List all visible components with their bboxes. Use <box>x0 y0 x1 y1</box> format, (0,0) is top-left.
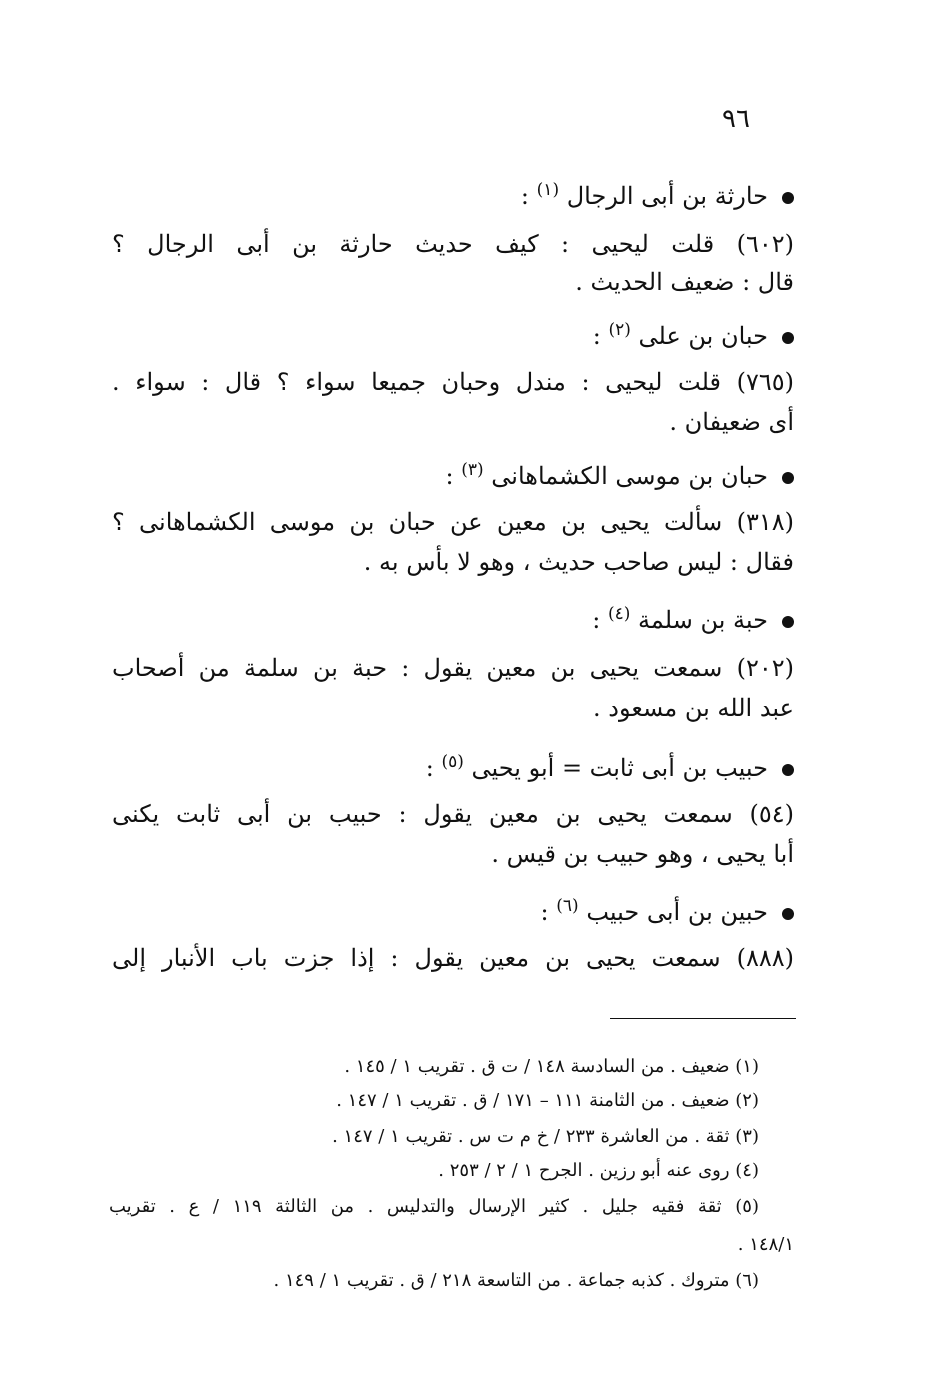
heading-text: حارثة بن أبى الرجال <box>566 182 768 210</box>
entry-text-line: قال : ضعيف الحديث . <box>575 268 794 296</box>
entry-heading <box>426 744 794 786</box>
heading-text: حبيب بن أبى ثابت = أبو يحيى <box>471 754 768 782</box>
heading-colon: : <box>445 462 454 490</box>
entry-text-line: (٢٠٢) سمعت يحيى بن معين يقول : حبة بن سلمة من أصحاب <box>112 654 794 682</box>
heading-text: حبان بن على <box>638 322 768 350</box>
footnote-ref: (٢) <box>608 320 631 340</box>
footnote: (٢) ضعيف . من الثامنة ١١١ – ١٧١ / ق . تقريب ١ / ١٤٧ . <box>336 1090 759 1111</box>
heading-text: حبة بن سلمة <box>638 606 768 634</box>
footnote-ref: (١) <box>536 180 560 200</box>
entry-text-line: (٧٦٥) قلت ليحيى : مندل وحبان جميعا سواء ؟ قال : سواء . <box>112 368 794 396</box>
entry-text-line: (٥٤) سمعت يحيى بن معين يقول : حبيب بن أبى ثابت يكنى <box>112 800 794 828</box>
heading-colon: : <box>592 322 601 350</box>
entry-text-line: فقال : ليس صاحب حديث ، وهو لا بأس به . <box>363 548 794 576</box>
footnote-continuation: ١٤٨/١ . <box>737 1234 794 1255</box>
heading-text: حبين بن أبى حبيب <box>586 898 768 926</box>
footnote: (٦) متروك . كذبه جماعة . من التاسعة ٢١٨ / ق . تقريب ١ / ١٤٩ . <box>273 1270 759 1291</box>
page-number: ٩٦ <box>722 104 750 134</box>
footnote: (٤) روى عنه أبو رزين . الجرح ١ / ٢ / ٢٥٣ . <box>438 1160 759 1181</box>
entry-text-line: أى ضعيفان . <box>669 408 794 436</box>
bullet-icon <box>782 764 794 776</box>
footnote-ref: (٦) <box>556 896 579 916</box>
footnote-ref: (٤) <box>607 604 631 624</box>
footnote: (١) ضعيف . من السادسة ١٤٨ / ت ق . تقريب ١ / ١٤٥ . <box>344 1056 759 1077</box>
entry-heading <box>593 312 794 354</box>
entry-text-line: (٨٨٨) سمعت يحيى بن معين يقول : إذا جزت باب الأنبار إلى <box>112 944 794 972</box>
footnote-ref: (٥) <box>441 752 464 772</box>
footnote-ref: (٣) <box>461 460 484 480</box>
entry-heading <box>446 452 795 494</box>
bullet-icon <box>782 908 794 920</box>
entry-heading <box>521 172 794 214</box>
footnote: (٣) ثقة . من العاشرة ٢٣٣ / خ م ت س . تقريب ١ / ١٤٧ . <box>332 1126 759 1147</box>
heading-colon: : <box>425 754 434 782</box>
bullet-icon <box>782 616 794 628</box>
bullet-icon <box>782 192 794 204</box>
entry-heading <box>592 596 794 638</box>
bullet-icon <box>782 332 794 344</box>
footnote: (٥) ثقة فقيه جليل . كثير الإرسال والتدليس . من الثالثة ١١٩ / ع . تقريب <box>109 1196 759 1217</box>
entry-text-line: (٣١٨) سألت يحيى بن معين عن حبان بن موسى الكشماهانى ؟ <box>112 508 794 536</box>
entry-text-line: عبد الله بن مسعود . <box>593 694 794 722</box>
entry-heading <box>541 888 794 930</box>
entry-text-line: أبا يحيى ، وهو حبيب بن قيس . <box>491 840 794 868</box>
entry-text-line: (٦٠٢) قلت ليحيى : كيف حديث حارثة بن أبى الرجال ؟ <box>112 230 794 258</box>
bullet-icon <box>782 472 794 484</box>
heading-colon: : <box>520 182 530 210</box>
heading-colon: : <box>592 606 601 634</box>
heading-text: حبان بن موسى الكشماهانى <box>491 462 768 490</box>
footnote-separator <box>610 1018 796 1019</box>
heading-colon: : <box>540 898 549 926</box>
